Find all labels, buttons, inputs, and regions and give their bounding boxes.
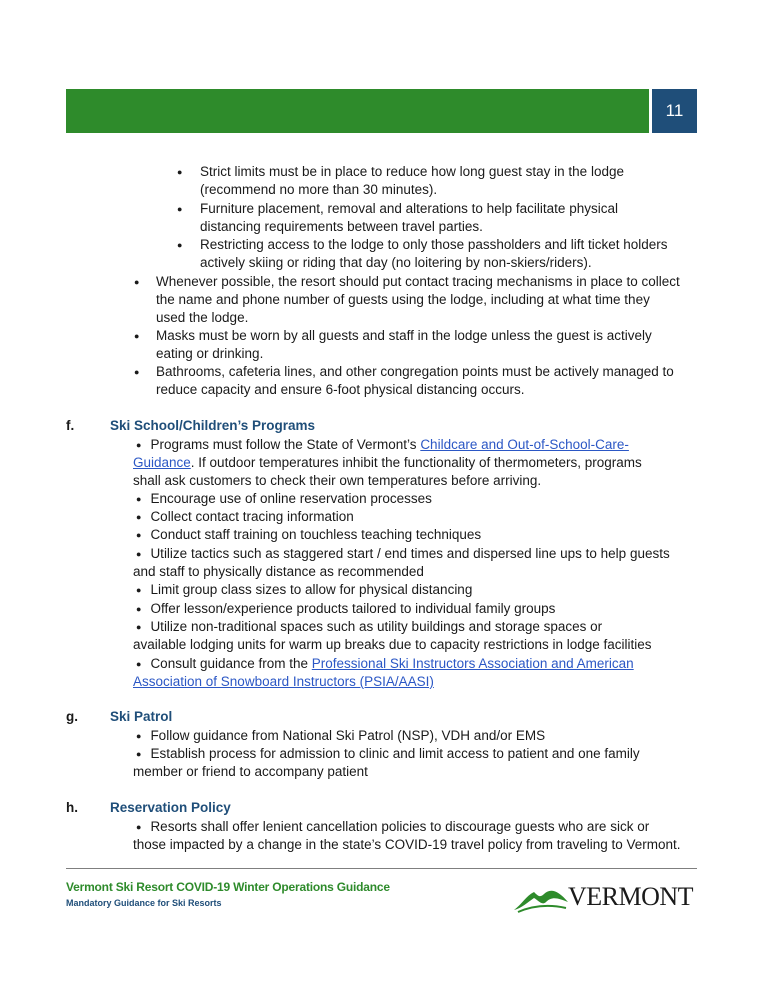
section-letter-h: h. (66, 800, 78, 815)
section-letter-f: f. (66, 418, 75, 433)
list-item: ● Establish process for admission to clinic and limit access to patient and one family member or friend to accompany patient (133, 746, 640, 779)
list-item: ● Utilize non-traditional spaces such as utility buildings and storage spaces or available lodging units for warm up breaks due to capacity restrictions in lodge facilities (133, 619, 652, 652)
list-item: ● Limit group class sizes to allow for physical distancing (136, 582, 473, 597)
section-letter-g: g. (66, 709, 78, 724)
list-item: ● Utilize tactics such as staggered start / end times and dispersed line ups to help guests and staff to physically distance as recommended (133, 546, 670, 579)
list-item: ● Whenever possible, the resort should put contact tracing mechanisms in place to collect the name and phone number of guests using the lodge, including at what time they used the lodge. (134, 274, 680, 325)
section-title-h: Reservation Policy (110, 800, 231, 815)
list-item: ● Restricting access to the lodge to only those passholders and lift ticket holders actively skiing or riding that day (no loitering by non-skiers/riders). (177, 237, 668, 270)
list-item: ● Programs must follow the State of Vermont’s Childcare and Out-of-School-Care- Guidance. If outdoor temperatures inhibit the functionality of thermometers, programs shall ask customers to check their own temperatures before arriving. (133, 437, 642, 488)
section-title-g: Ski Patrol (110, 709, 173, 724)
footer-subtitle: Mandatory Guidance for Ski Resorts (66, 898, 222, 908)
list-item: ● Strict limits must be in place to reduce how long guest stay in the lodge (recommend no more than 30 minutes). (177, 164, 624, 197)
footer-divider (66, 868, 697, 869)
footer-title: Vermont Ski Resort COVID-19 Winter Operations Guidance (66, 880, 390, 894)
list-item: ● Collect contact tracing information (136, 509, 354, 524)
logo-text: VERMONT (568, 882, 694, 911)
childcare-guidance-link[interactable]: Childcare and Out-of-School-Care- (420, 437, 629, 452)
list-item: ● Encourage use of online reservation processes (136, 491, 432, 506)
list-item: ● Resorts shall offer lenient cancellation policies to discourage guests who are sick or those impacted by a change in the state’s COVID-19 travel policy from traveling to Vermont. (133, 819, 681, 852)
list-item: ● Bathrooms, cafeteria lines, and other congregation points must be actively managed to reduce capacity and ensure 6-foot physical distancing occurs. (134, 364, 674, 397)
psia-aasi-link[interactable]: Professional Ski Instructors Association and American (311, 656, 634, 671)
list-item: ● Furniture placement, removal and alterations to help facilitate physical distancing requirements between travel parties. (177, 201, 618, 234)
section-title-f: Ski School/Children’s Programs (110, 418, 316, 433)
list-item: ● Consult guidance from the Professional Ski Instructors Association and American Association of Snowboard Instructors (PSIA/AASI) (133, 656, 634, 689)
list-item: ● Masks must be worn by all guests and staff in the lodge unless the guest is actively eating or drinking. (134, 328, 652, 361)
childcare-guidance-link-cont[interactable]: Guidance (133, 455, 191, 470)
psia-aasi-link-cont[interactable]: Association of Snowboard Instructors (PSIA/AASI) (133, 674, 434, 689)
list-item: ● Follow guidance from National Ski Patrol (NSP), VDH and/or EMS (136, 728, 546, 743)
list-item: ● Offer lesson/experience products tailored to individual family groups (136, 601, 556, 616)
mountain-icon (512, 880, 572, 916)
list-item: ● Conduct staff training on touchless teaching techniques (136, 527, 482, 542)
page-number: 11 (652, 89, 697, 133)
header-bar (66, 89, 649, 133)
vermont-logo (512, 880, 697, 916)
